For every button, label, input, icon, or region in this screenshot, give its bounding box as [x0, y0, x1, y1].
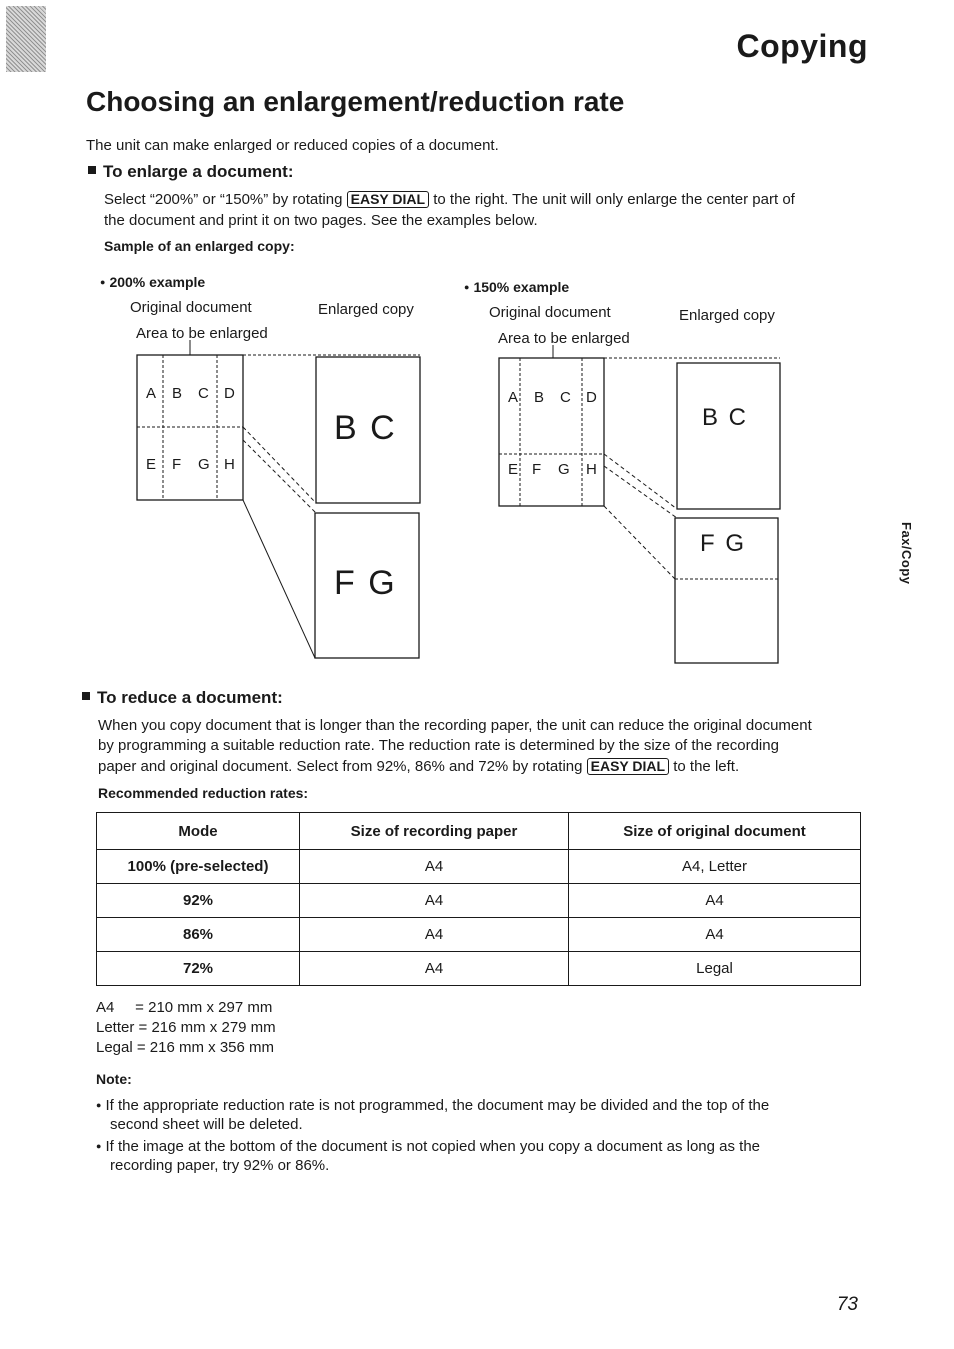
enlarge-text-b: to the right. The unit will only enlarge the center part of — [433, 191, 795, 208]
table-row — [97, 952, 861, 986]
cell-mode: 86% — [97, 918, 300, 952]
ex200-letter-e: E — [146, 456, 157, 473]
page-title: Choosing an enlargement/reduction rate — [86, 86, 625, 117]
ex150-letter-h: H — [586, 461, 597, 478]
ex150-copy-top-text: B C — [702, 404, 749, 431]
ex150-area-label: Area to be enlarged — [498, 330, 630, 347]
reduce-text-line2: by programming a suitable reduction rate. The reduction rate is determined by the size of the recording — [98, 737, 779, 754]
size-a4: A4 = 210 mm x 297 mm — [96, 999, 273, 1016]
ex150-enlarged-label: Enlarged copy — [679, 307, 775, 324]
ex200-letter-d: D — [224, 385, 235, 402]
size-letter: Letter = 216 mm x 279 mm — [96, 1019, 276, 1036]
ex150-title: ● 150% example — [464, 279, 569, 295]
table-row — [97, 850, 861, 884]
reduce-text-a: paper and original document. Select from 92%, 86% and 72% by rotating — [98, 758, 583, 775]
note-heading: Note: — [96, 1071, 132, 1087]
ex200-letter-g: G — [198, 456, 210, 473]
cell-mode: 100% (pre-selected) — [97, 850, 300, 884]
page-number: 73 — [836, 1294, 858, 1315]
ex150-connector-1 — [604, 454, 677, 509]
ex200-letter-a: A — [146, 385, 157, 402]
ex200-connector-1 — [243, 427, 316, 503]
cell-mode: 92% — [97, 884, 300, 918]
ex150-letter-d: D — [586, 389, 597, 406]
intro-text: The unit can make enlarged or reduced copies of a document. — [86, 137, 499, 154]
enlarge-text-a: Select “200%” or “150%” by rotating — [104, 191, 343, 208]
cell-original-document: Legal — [569, 952, 861, 986]
section-title: Copying — [736, 28, 868, 64]
reduce-text-line3 — [98, 757, 739, 777]
easy-dial-key: EASY DIAL — [587, 758, 669, 775]
note-bullet-2-line1: ● If the image at the bottom of the document is not copied when you copy a document as long as the — [96, 1136, 760, 1157]
table-row — [97, 918, 861, 952]
ex200-copy-top-text: B C — [334, 409, 397, 447]
note-bullet-2-line2: recording paper, try 92% or 86%. — [110, 1157, 330, 1174]
ex200-area-label: Area to be enlarged — [136, 325, 268, 342]
ex150-letter-g: G — [558, 461, 570, 478]
reduce-heading — [82, 688, 283, 708]
ex150-letter-c: C — [560, 389, 571, 406]
cell-original-document: A4 — [569, 884, 861, 918]
reduce-text-line1: When you copy document that is longer than the recording paper, the unit can reduce the original document — [98, 717, 812, 734]
reduce-heading-text: To reduce a document: — [97, 688, 283, 707]
square-bullet-icon — [82, 692, 90, 700]
header-original-document: Size of original document — [569, 813, 861, 850]
ex200-original-label: Original document — [130, 299, 252, 316]
ex200-letter-h: H — [224, 456, 235, 473]
sample-heading: Sample of an enlarged copy: — [104, 238, 295, 254]
ex200-title: ● 200% example — [100, 274, 205, 290]
note-bullet-1-line2: second sheet will be deleted. — [110, 1116, 303, 1133]
ex150-letter-b: B — [534, 389, 545, 406]
table-row — [97, 884, 861, 918]
ex200-letter-f: F — [172, 456, 182, 473]
cell-recording-paper: A4 — [300, 952, 569, 986]
header-mode: Mode — [97, 813, 300, 850]
side-tab-label: Fax/Copy — [899, 522, 914, 585]
reduce-text-b: to the left. — [673, 758, 740, 775]
ex150-original-document — [499, 358, 604, 506]
reduction-rates-table — [96, 812, 861, 986]
easy-dial-key: EASY DIAL — [347, 191, 429, 208]
ex150-copy-bottom-text: F G — [700, 530, 746, 557]
ex150-letter-e: E — [508, 461, 519, 478]
ex150-copy-sheet-1 — [677, 363, 780, 509]
ex150-original-label: Original document — [489, 304, 611, 321]
note-bullet-1-line1: ● If the appropriate reduction rate is not programmed, the document may be divided and the top of the — [96, 1095, 769, 1116]
enlarge-text-line2: the document and print it on two pages. See the examples below. — [104, 212, 538, 229]
ex150-connector-2 — [604, 466, 677, 518]
ex150-letter-f: F — [532, 461, 542, 478]
ex200-copy-bottom-text: F G — [334, 564, 397, 602]
ex150-letter-a: A — [508, 389, 519, 406]
cell-recording-paper: A4 — [300, 918, 569, 952]
ex200-connector-2 — [243, 440, 316, 513]
cell-recording-paper: A4 — [300, 884, 569, 918]
ex200-letter-c: C — [198, 385, 209, 402]
enlarge-heading-text: To enlarge a document: — [103, 162, 294, 181]
ex200-connector-3 — [243, 500, 315, 658]
cell-original-document: A4, Letter — [569, 850, 861, 884]
size-legal: Legal = 216 mm x 356 mm — [96, 1039, 275, 1056]
ex200-enlarged-label: Enlarged copy — [318, 301, 414, 318]
header-recording-paper: Size of recording paper — [300, 813, 569, 850]
ex200-letter-b: B — [172, 385, 183, 402]
ex150-connector-3 — [604, 506, 675, 579]
rates-heading: Recommended reduction rates: — [98, 785, 309, 801]
cell-recording-paper: A4 — [300, 850, 569, 884]
table-header-row — [97, 813, 861, 850]
cell-original-document: A4 — [569, 918, 861, 952]
cell-mode: 72% — [97, 952, 300, 986]
